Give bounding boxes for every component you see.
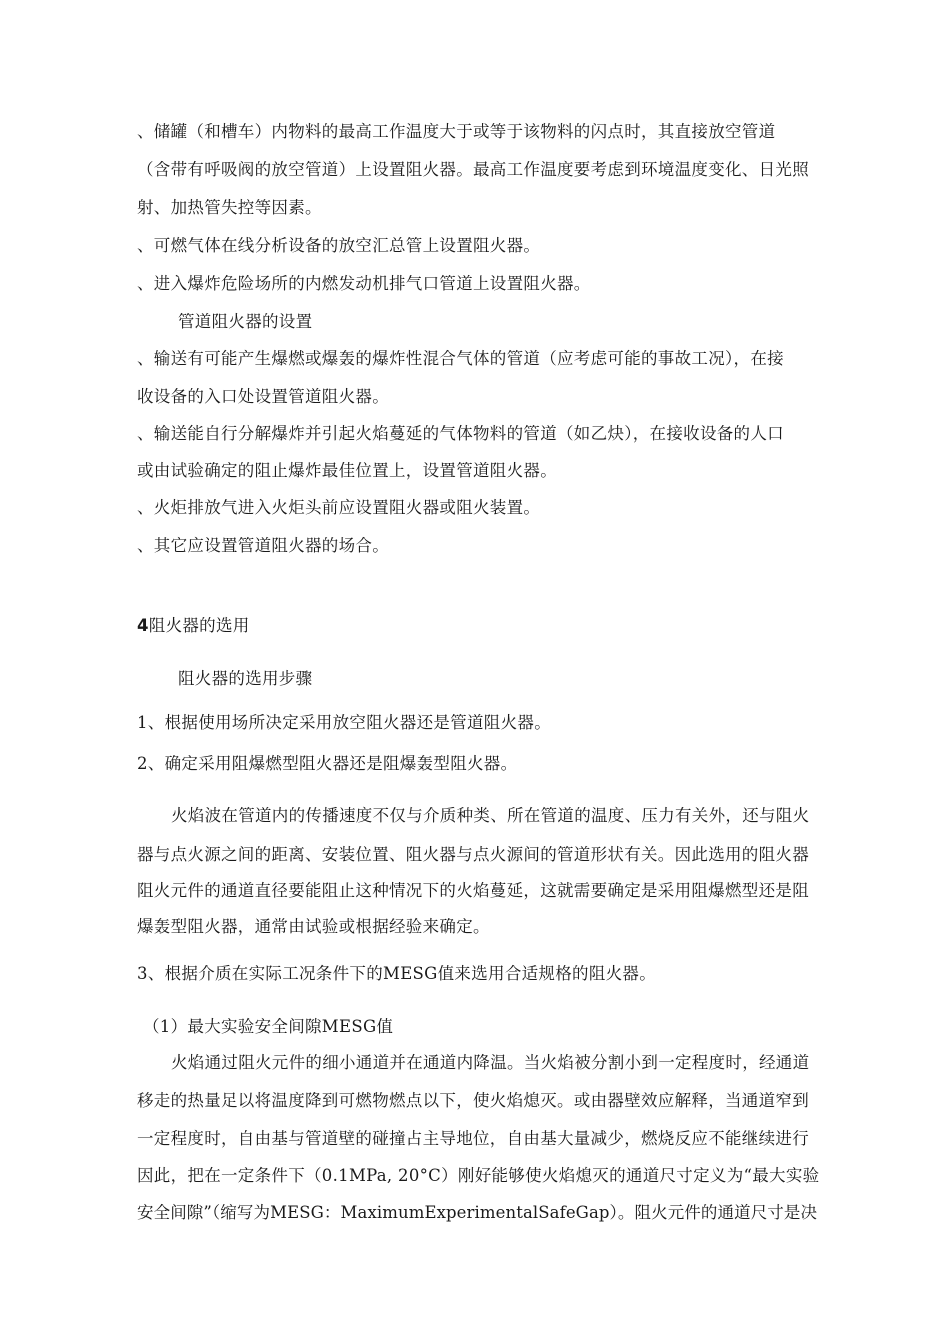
section-heading-selection bbox=[137, 616, 250, 636]
step-1: 1、根据使用场所决定采用放空阻火器还是管道阻火器。 bbox=[137, 713, 551, 732]
list-item-tank-line-3: 射、加热管失控等因素。 bbox=[137, 198, 322, 217]
list-item-other: 、其它应设置管道阻火器的场合。 bbox=[137, 536, 389, 555]
paragraph-flame-speed-line-2: 器与点火源之间的距离、安装位置、阻火器与点火源间的管道形状有关。因此选用的阻火器 bbox=[137, 845, 809, 864]
list-item-explosive-mixture-line-2: 收设备的入口处设置管道阻火器。 bbox=[137, 387, 389, 406]
list-item-acetylene-line-2: 或由试验确定的阻止爆炸最佳位置上，设置管道阻火器。 bbox=[137, 461, 557, 480]
list-item-flare: 、火炬排放气进入火炬头前应设置阻火器或阻火装置。 bbox=[137, 498, 541, 517]
list-item-explosive-mixture-line-1: 、输送有可能产生爆燃或爆轰的爆炸性混合气体的管道（应考虑可能的事故工况），在接 bbox=[137, 349, 784, 368]
step-2: 2、确定采用阻爆燃型阻火器还是阻爆轰型阻火器。 bbox=[137, 754, 518, 773]
paragraph-mesg-line-2: 移走的热量足以将温度降到可燃物燃点以下，使火焰熄灭。或由器壁效应解释，当通道窄到 bbox=[137, 1091, 809, 1110]
list-item-acetylene-line-1: 、输送能自行分解爆炸并引起火焰蔓延的气体物料的管道（如乙炔），在接收设备的人口 bbox=[137, 424, 784, 443]
section-title: 阻火器的选用 bbox=[148, 616, 250, 635]
mesg-heading: （1）最大实验安全间隙MESG值 bbox=[143, 1017, 394, 1036]
step-3: 3、根据介质在实际工况条件下的MESG值来选用合适规格的阻火器。 bbox=[137, 964, 657, 983]
list-item-gas-analyzer: 、可燃气体在线分析设备的放空汇总管上设置阻火器。 bbox=[137, 236, 541, 255]
subsection-title-pipeline: 管道阻火器的设置 bbox=[178, 312, 313, 331]
list-item-tank-line-1: 、储罐（和槽车）内物料的最高工作温度大于或等于该物料的闪点时，其直接放空管道 bbox=[137, 122, 776, 141]
paragraph-flame-speed-line-3: 阻火元件的通道直径要能阻止这种情况下的火焰蔓延，这就需要确定是采用阻爆燃型还是阻 bbox=[137, 881, 809, 900]
paragraph-mesg-line-5: 安全间隙”（缩写为MESG：MaximumExperimentalSafeGap）。阻火元件的通道尺寸是决 bbox=[137, 1203, 818, 1222]
subsection-title-steps: 阻火器的选用步骤 bbox=[178, 669, 313, 688]
paragraph-mesg-line-1: 火焰通过阻火元件的细小通道并在通道内降温。当火焰被分割小到一定程度时，经通道 bbox=[171, 1053, 810, 1072]
section-number: 4 bbox=[137, 616, 149, 635]
list-item-tank-line-2: （含带有呼吸阀的放空管道）上设置阻火器。最高工作温度要考虑到环境温度变化、日光照 bbox=[137, 160, 809, 179]
list-item-engine-exhaust: 、进入爆炸危险场所的内燃发动机排气口管道上设置阻火器。 bbox=[137, 274, 591, 293]
paragraph-mesg-line-3: 一定程度时，自由基与管道壁的碰撞占主导地位，自由基大量减少，燃烧反应不能继续进行 bbox=[137, 1129, 809, 1148]
paragraph-mesg-line-4: 因此，把在一定条件下（0.1MPa, 20°C）刚好能够使火焰熄灭的通道尺寸定义为“最大实验 bbox=[137, 1166, 820, 1185]
paragraph-flame-speed-line-4: 爆轰型阻火器，通常由试验或根据经验来确定。 bbox=[137, 917, 490, 936]
paragraph-flame-speed-line-1: 火焰波在管道内的传播速度不仅与介质种类、所在管道的温度、压力有关外，还与阻火 bbox=[171, 806, 810, 825]
